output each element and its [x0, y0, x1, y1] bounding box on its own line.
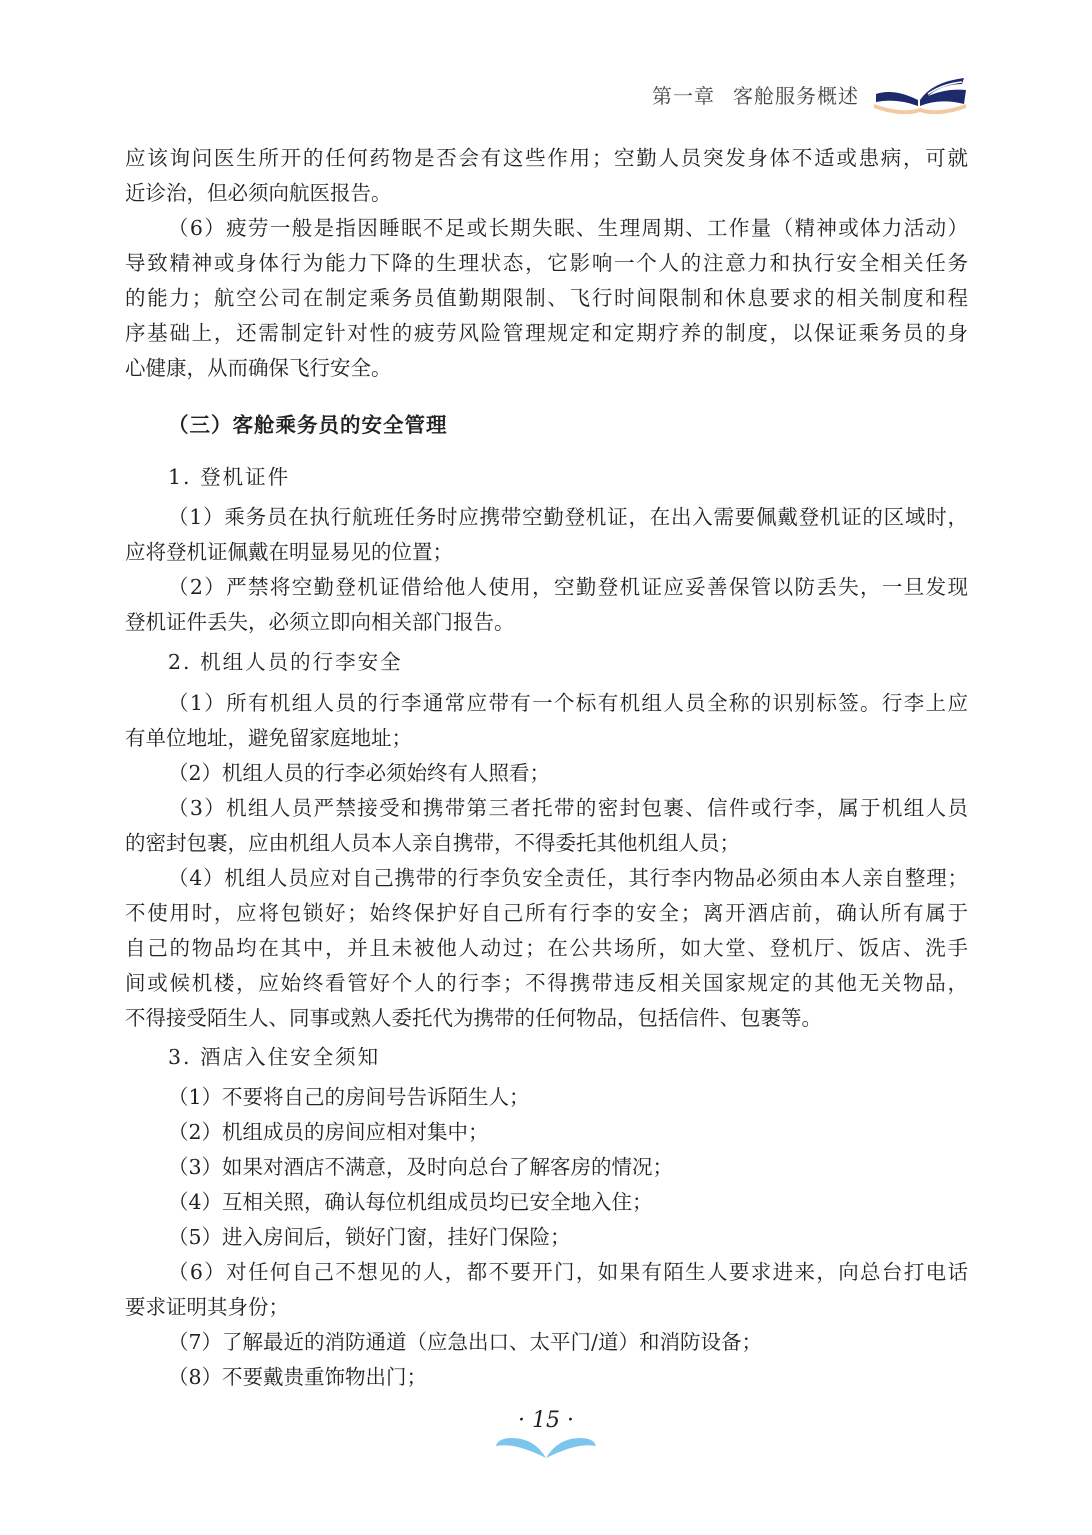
text-line: 要求证明其身份； — [125, 1295, 289, 1319]
text-line: 应将登机证佩戴在明显易见的位置； — [125, 540, 453, 564]
text-line: 有单位地址，避免留家庭地址； — [125, 726, 412, 750]
page-ornament-icon — [496, 1432, 596, 1460]
text-line: （6）对任何自己不想见的人，都不要开门，如果有陌生人要求进来，向总台打电话 — [168, 1260, 968, 1284]
text-line: 自己的物品均在其中，并且未被他人动过；在公共场所，如大堂、登机厅、饭店、洗手 — [125, 936, 968, 960]
section-heading: （三）客舱乘务员的安全管理 — [168, 413, 448, 437]
text-line: 导致精神或身体行为能力下降的生理状态，它影响一个人的注意力和执行安全相关任务 — [125, 251, 968, 275]
text-line: （5）进入房间后，锁好门窗，挂好门保险； — [168, 1225, 571, 1249]
text-line: 近诊治，但必须向航医报告。 — [125, 181, 392, 205]
text-line: 登机证件丢失，必须立即向相关部门报告。 — [125, 610, 515, 634]
text-line: （1）不要将自己的房间号告诉陌生人； — [168, 1085, 530, 1109]
text-line: 不得接受陌生人、同事或熟人委托代为携带的任何物品，包括信件、包裹等。 — [125, 1006, 822, 1030]
open-book-icon — [872, 74, 968, 114]
page-number: · 15 · — [518, 1408, 574, 1433]
text-line: 不使用时，应将包锁好；始终保护好自己所有行李的安全；离开酒店前，确认所有属于 — [125, 901, 968, 925]
text-line: （7）了解最近的消防通道（应急出口、太平门/道）和消防设备； — [168, 1330, 762, 1354]
subheading: 1. 登机证件 — [168, 465, 291, 489]
text-line: （4）互相关照，确认每位机组成员均已安全地入住； — [168, 1190, 653, 1214]
text-line: 的密封包裹，应由机组人员本人亲自携带，不得委托其他机组人员； — [125, 831, 740, 855]
text-line: （3）机组人员严禁接受和携带第三者托带的密封包裹、信件或行李，属于机组人员 — [168, 796, 968, 820]
subheading: 2. 机组人员的行李安全 — [168, 650, 403, 674]
chapter-number: 第一章 — [652, 84, 715, 108]
text-line: （2）机组成员的房间应相对集中； — [168, 1120, 489, 1144]
text-line: （8）不要戴贵重饰物出门； — [168, 1365, 428, 1389]
text-line: 序基础上，还需制定针对性的疲劳风险管理规定和定期疗养的制度，以保证乘务员的身 — [125, 321, 968, 345]
text-line: （2）机组人员的行李必须始终有人照看； — [168, 761, 551, 785]
text-line: （4）机组人员应对自己携带的行李负安全责任，其行李内物品必须由本人亲自整理； — [168, 866, 968, 890]
text-line: （1）所有机组人员的行李通常应带有一个标有机组人员全称的识别标签。行李上应 — [168, 691, 968, 715]
running-header — [652, 80, 859, 109]
text-line: （1）乘务员在执行航班任务时应携带空勤登机证，在出入需要佩戴登机证的区域时， — [168, 505, 968, 529]
text-line: 应该询问医生所开的任何药物是否会有这些作用；空勤人员突发身体不适或患病，可就 — [125, 146, 968, 170]
text-line: （6）疲劳一般是指因睡眠不足或长期失眠、生理周期、工作量（精神或体力活动） — [168, 216, 968, 240]
text-line: 心健康，从而确保飞行安全。 — [125, 356, 392, 380]
text-line: 间或候机楼，应始终看管好个人的行李；不得携带违反相关国家规定的其他无关物品， — [125, 971, 968, 995]
chapter-title: 客舱服务概述 — [733, 84, 859, 108]
text-line: 的能力；航空公司在制定乘务员值勤期限制、飞行时间限制和休息要求的相关制度和程 — [125, 286, 968, 310]
subheading: 3. 酒店入住安全须知 — [168, 1045, 381, 1069]
text-line: （2）严禁将空勤登机证借给他人使用，空勤登机证应妥善保管以防丢失，一旦发现 — [168, 575, 968, 599]
text-line: （3）如果对酒店不满意，及时向总台了解客房的情况； — [168, 1155, 674, 1179]
